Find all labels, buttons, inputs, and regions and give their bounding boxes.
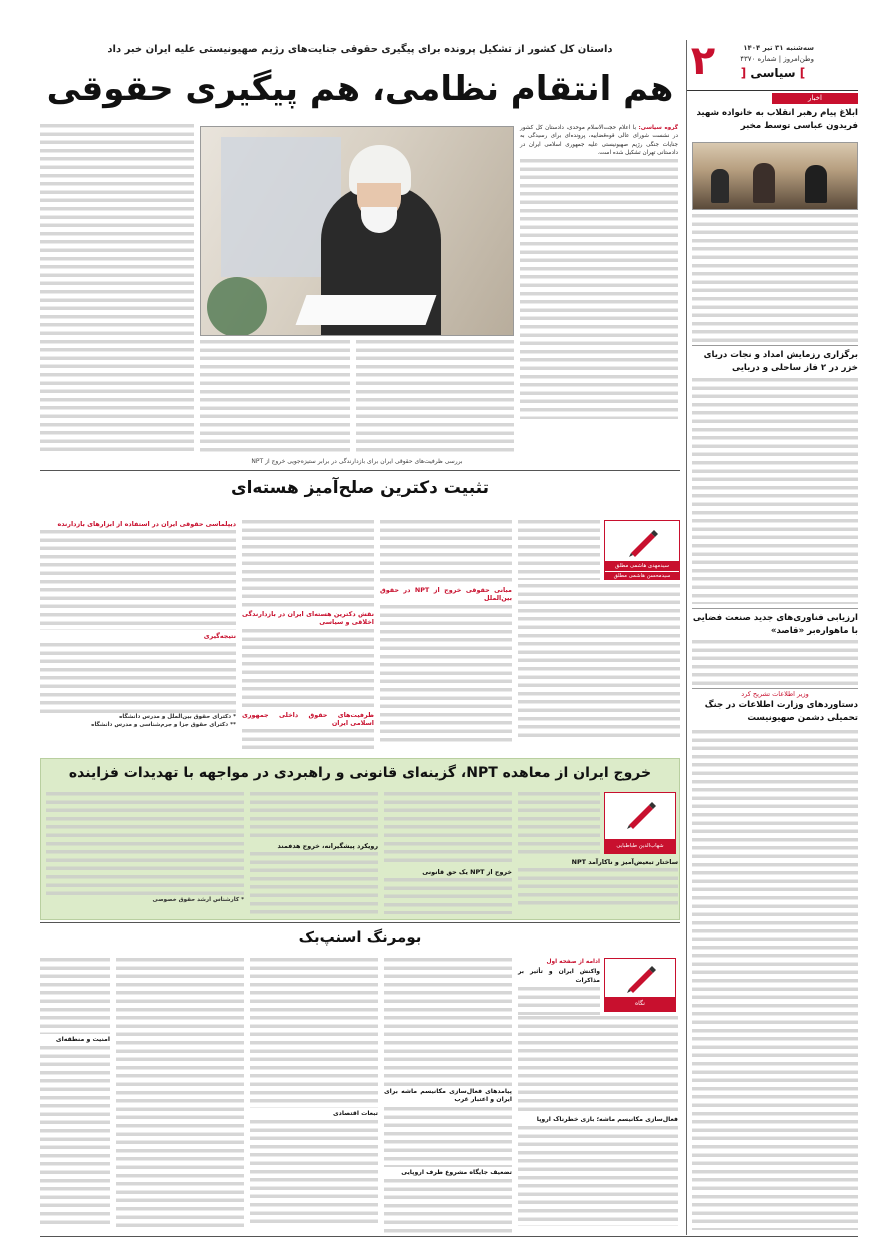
article4-text [250, 958, 378, 1232]
issue-line: وطن‌امروز | شماره ۴۳۷۰ [740, 55, 814, 63]
article3-headline: خروج ایران از معاهده NPT، گزینه‌ای قانونی و راهبردی در مواجهه با تهدیدات فزاینده [68, 765, 652, 781]
article2-subhead: مبانی حقوقی خروج از NPT در حقوق بین‌الملل [380, 586, 513, 603]
article3-text [518, 792, 600, 854]
news-item-title: برگزاری رزمایش امداد و نجات دریای خزر در ۲ فاز ساحلی و دریایی [703, 350, 858, 373]
main-text [40, 124, 194, 454]
news-text [692, 378, 858, 604]
bracket-close: ] [799, 66, 806, 80]
news-item-title: ابلاغ پیام رهبر انقلاب به خانواده شهید فریدون عباسی توسط مخبر [696, 108, 858, 131]
article4-cont: ادامه از صفحه اول [546, 959, 600, 965]
article2-text [518, 520, 600, 580]
section-name: سیاسی [750, 66, 796, 80]
masthead [686, 38, 858, 86]
article4-headline: بومرنگ اسنپ‌بک [298, 928, 422, 946]
author-card [604, 520, 680, 580]
article3-footnote: * کارشناس ارشد حقوق خصوصی [152, 897, 244, 903]
article3-subhead: ساختار تبعیض‌آمیز و ناکارآمد NPT [571, 858, 678, 866]
article2-subhead: دیپلماسی حقوقی ایران در استفاده از ابزارهای بازدارنده [57, 520, 236, 528]
main-headline: هم انتقام نظامی، هم پیگیری حقوقی [46, 69, 674, 109]
news-item-title: ارزیابی فناوری‌های جدید صنعت فضایی با ماهواره‌بر «قاصد» [692, 613, 858, 636]
article4-subhead: امنیت و منطقه‌ای [55, 1036, 110, 1043]
news-photo [692, 142, 858, 210]
article3-text [384, 792, 512, 916]
article4-text [518, 1016, 678, 1232]
article4-text [40, 958, 110, 1232]
article2-subhead: نتیجه‌گیری [203, 632, 236, 641]
article3-subhead: رویکرد پیشگیرانه، خروج هدفمند [277, 842, 378, 850]
article4-subhead: تضعیف جایگاه مشروع طرف اروپایی [401, 1168, 512, 1176]
pen-icon [623, 963, 659, 993]
article2-text [380, 520, 512, 740]
article2-footnote: * دکترای حقوق بین‌الملل و مدرس دانشگاه [119, 713, 236, 720]
article3-text [46, 792, 244, 916]
page-number: ۲ [690, 38, 716, 84]
news-label: اخبار [772, 93, 858, 104]
article2-text [40, 520, 236, 740]
article4-subhead: فعال‌سازی مکانیسم ماشه؛ بازی خطرناک اروپا [536, 1116, 678, 1123]
article4-subhead: پیامدهای فعال‌سازی مکانیسم ماشه برای ایران و اعتبار غرب [384, 1088, 512, 1104]
article4-text [384, 958, 512, 1232]
main-intro [520, 124, 678, 454]
bracket-open: [ [740, 66, 747, 80]
date-line: سه‌شنبه ۳۱ تیر ۱۴۰۴ [743, 44, 814, 52]
article4-subhead: واکنش ایران و تأثیر بر مذاکرات [518, 968, 600, 984]
article4-text [518, 958, 600, 1012]
news-text [692, 214, 858, 342]
main-text [200, 340, 350, 454]
section-label [728, 66, 818, 84]
news-text [692, 640, 858, 686]
intro-lead: گروه سیاسی: [638, 125, 679, 131]
article3-subhead: خروج از NPT یک حق قانونی [422, 868, 512, 876]
article4-text [116, 958, 244, 1232]
author-card [604, 792, 676, 854]
author-name: شهاب‌الدین طباطبایی [605, 839, 675, 853]
author-card [604, 958, 676, 1012]
article4-subhead: تبعات اقتصادی [332, 1110, 378, 1117]
column-label: نگاه [605, 997, 675, 1011]
author-role: سیدمحسن هاشمی مطلق [605, 571, 679, 580]
author-name: سیدمهدی هاشمی مطلق [605, 561, 679, 571]
article2-subhead: ظرفیت‌های حقوق داخلی جمهوری اسلامی ایران [242, 710, 374, 727]
main-kicker: داستان کل کشور از تشکیل پرونده برای پیگیری حقوقی جنایت‌های رژیم صهیونیستی علیه ایران خبر داد [107, 44, 613, 55]
news-text [692, 730, 858, 1230]
photo-caption: بررسی ظرفیت‌های حقوقی ایران برای بازدارندگی در برابر ستیزه‌جویی خروج از NPT [251, 458, 463, 465]
article2-headline: تثبیت دکترین صلح‌آمیز هسته‌ای [231, 478, 489, 498]
main-text [356, 340, 514, 454]
article2-subhead: نقش دکترین هسته‌ای ایران در بازدارندگی اخلاقی و سیاسی [242, 610, 374, 627]
article2-text [242, 520, 374, 740]
intro-text: با اعلام حجت‌الاسلام موحدی، دادستان کل کشور در نشست شورای عالی قوه‌قضاییه، پرونده‌ای برای رسیدگی به جنایات جنگی رژیم صهیونیستی علیه جمهوری اسلامی ایران در دادستانی تهران تشکیل شده است. [520, 125, 678, 156]
news-item-title: دستاوردهای وزارت اطلاعات در جنگ تحمیلی دشمن صهیونیست [704, 700, 858, 723]
pen-icon [623, 799, 659, 829]
news-item-kicker: وزیر اطلاعات تشریح کرد [741, 690, 809, 698]
article3-text [518, 858, 678, 916]
article2-text [518, 584, 680, 740]
main-photo [200, 126, 514, 336]
article3-text [250, 792, 378, 916]
article2-footnote: ** دکترای حقوق جزا و جرم‌شناسی و مدرس دانشگاه [91, 721, 236, 728]
pen-icon [625, 527, 661, 557]
